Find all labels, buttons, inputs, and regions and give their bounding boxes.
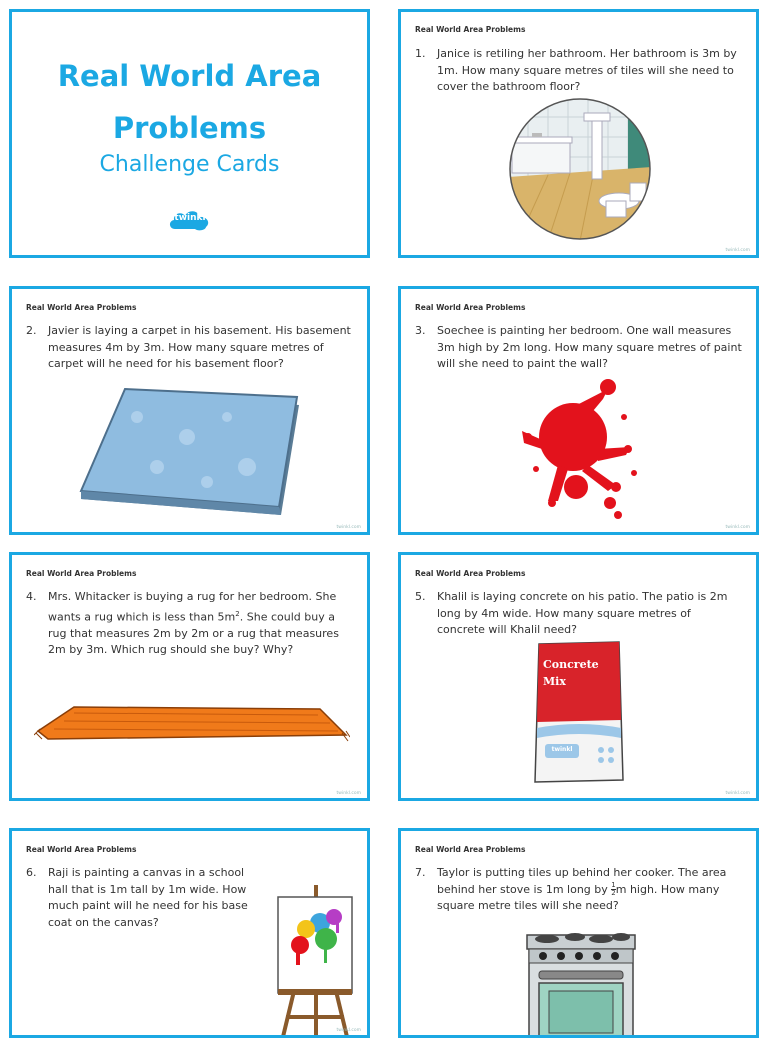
fraction-numerator: 1 (611, 881, 616, 889)
rug-illustration (34, 701, 350, 746)
footer-mark: twinkl.com (725, 248, 750, 253)
easel-canvas-illustration (274, 881, 354, 1038)
paint-splat-illustration (518, 377, 643, 522)
card-question (26, 323, 353, 373)
card-question (415, 46, 742, 96)
question-text: Raji is painting a canvas in a school hall that is 1m tall by 1m wide. How much paint will he need for his base coat on the canvas? (48, 866, 248, 929)
question-text (48, 589, 353, 659)
card-question (415, 865, 742, 915)
card-header: Real World Area Problems (415, 303, 526, 312)
title-subtitle: Challenge Cards (99, 152, 280, 177)
footer-mark: twinkl.com (725, 525, 750, 530)
title-heading (12, 50, 367, 154)
card-header: Real World Area Problems (415, 845, 526, 854)
question-number: 5. (415, 590, 426, 603)
question-text: Soechee is painting her bedroom. One wall measures 3m high by 2m long. How many square metres of paint will she need to paint the wall? (437, 324, 742, 370)
question-text-part-2: m high. How many square metre tiles will she need? (437, 882, 720, 912)
question-text-part-2: . She could buy a rug that measures 2m by 2m or a rug that measures 2m by 3m. Which rug should she buy? Why? (48, 610, 339, 657)
question-number: 3. (415, 324, 426, 337)
question-number: 4. (26, 590, 37, 603)
card-question (26, 865, 257, 931)
question-text-part-1: Taylor is putting tiles up behind her cooker. The area behind her stove is 1m long by (437, 866, 727, 896)
bathroom-illustration (508, 97, 652, 241)
footer-mark: twinkl.com (725, 791, 750, 796)
bag-label-line-2: Mix (543, 675, 566, 688)
bag-label (543, 656, 599, 690)
question-number: 1. (415, 47, 426, 60)
bag-logo: twinkl (551, 746, 573, 753)
fraction-denominator: 2 (611, 889, 616, 897)
challenge-card-1 (398, 9, 759, 258)
challenge-card-5 (398, 552, 759, 801)
challenge-card-7 (398, 828, 759, 1038)
card-header: Real World Area Problems (26, 845, 137, 854)
question-text: Javier is laying a carpet in his basement. His basement measures 4m by 3m. How many square metres of carpet will he need for his basement floor? (48, 324, 351, 370)
question-number: 2. (26, 324, 37, 337)
squared-superscript: 2 (235, 609, 240, 618)
card-header: Real World Area Problems (415, 25, 526, 34)
card-header: Real World Area Problems (26, 303, 137, 312)
footer-mark: twinkl.com (336, 525, 361, 530)
card-header: Real World Area Problems (415, 569, 526, 578)
question-number: 7. (415, 866, 426, 879)
question-number: 6. (26, 866, 37, 879)
card-question (26, 589, 353, 659)
title-card (9, 9, 370, 258)
card-header: Real World Area Problems (26, 569, 137, 578)
bag-label-line-1: Concrete (543, 658, 599, 671)
title-line-2: Problems (112, 111, 267, 145)
carpet-illustration (77, 387, 302, 522)
title-line-1: Real World Area (57, 59, 322, 93)
logo-text: twinkl (174, 213, 206, 223)
challenge-card-3 (398, 286, 759, 535)
footer-mark: twinkl.com (336, 1028, 361, 1033)
footer-mark: twinkl.com (336, 791, 361, 796)
card-question (415, 323, 742, 373)
question-text-part-1: Mrs. Whitacker is buying a rug for her bedroom. She wants a rug which is less than 5m (48, 590, 337, 624)
cooker-illustration (525, 927, 637, 1038)
question-text (437, 865, 742, 915)
challenge-card-6 (9, 828, 370, 1038)
question-text: Janice is retiling her bathroom. Her bathroom is 3m by 1m. How many square metres of tiles will she need to cover the bathroom floor? (437, 47, 737, 93)
question-text: Khalil is laying concrete on his patio. The patio is 2m long by 4m wide. How many square metres of concrete will Khalil need? (437, 590, 728, 636)
twinkl-logo (167, 207, 213, 233)
challenge-card-4 (9, 552, 370, 801)
card-question (415, 589, 742, 639)
challenge-card-2 (9, 286, 370, 535)
concrete-bag-illustration (533, 640, 625, 785)
